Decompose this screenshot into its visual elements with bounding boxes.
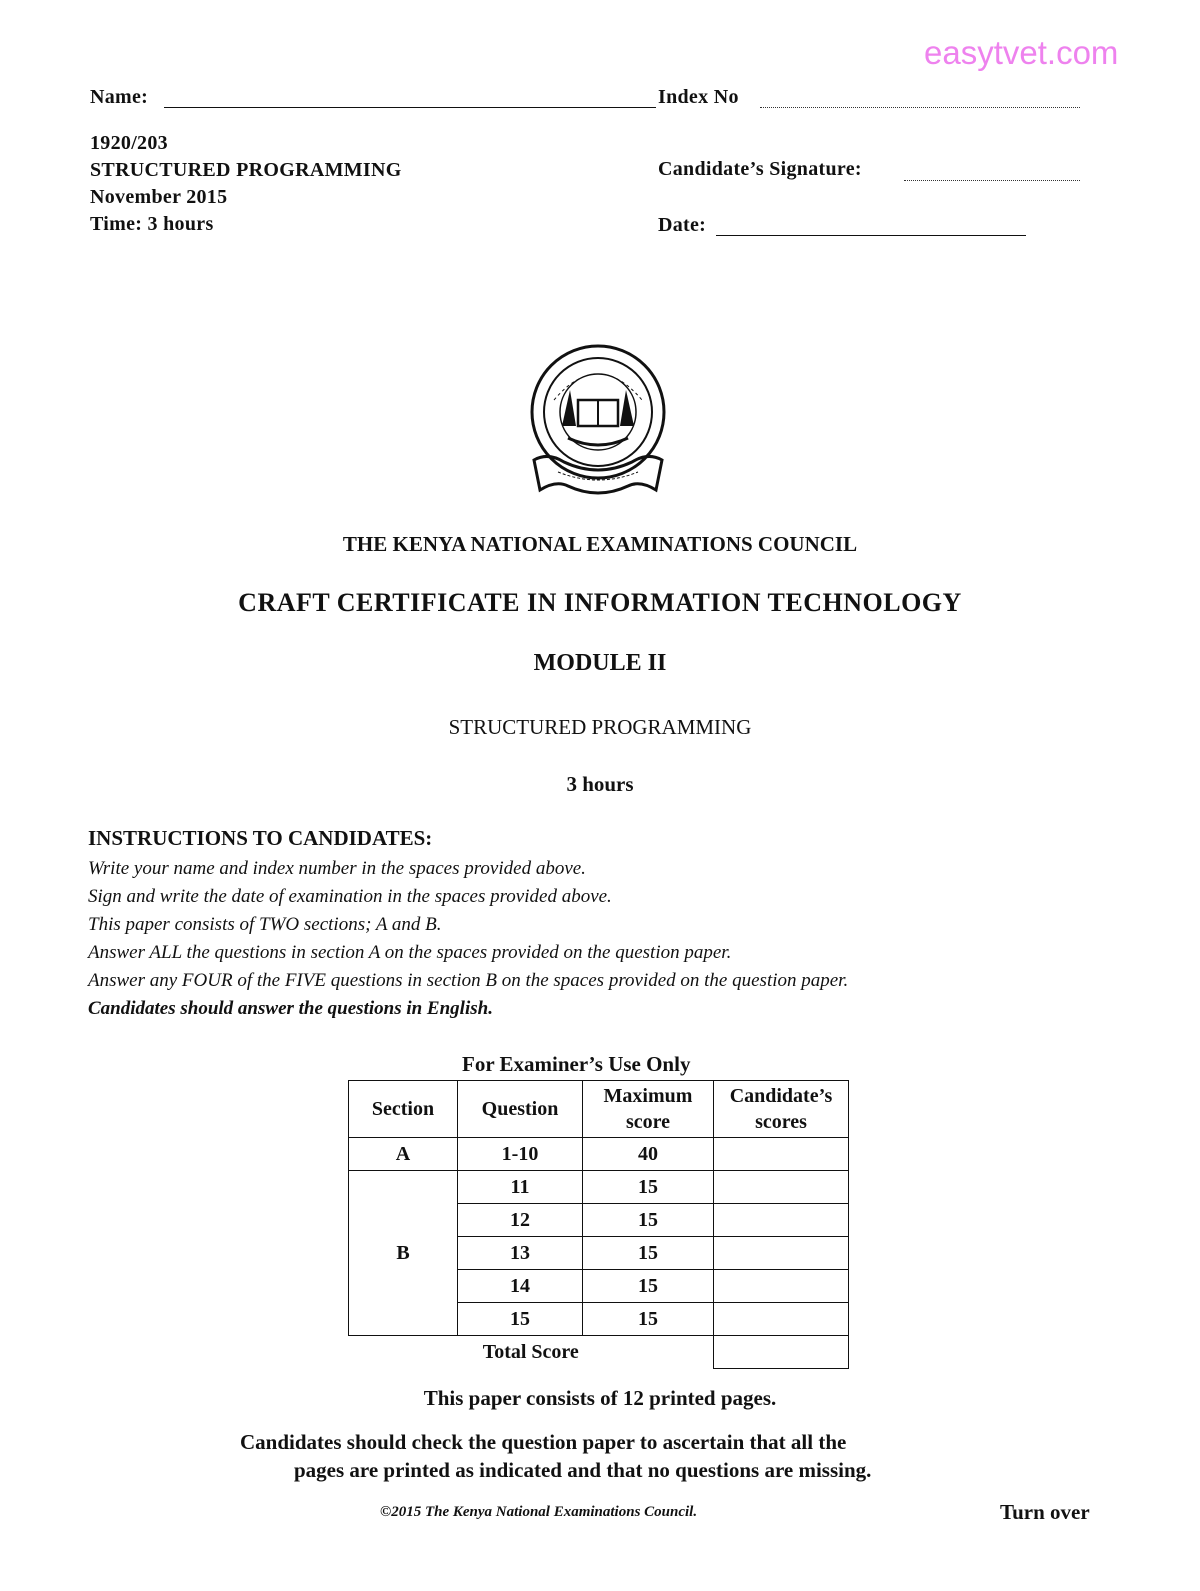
section-a-cell: A — [349, 1138, 458, 1171]
signature-label: Candidate’s Signature: — [658, 158, 862, 180]
name-label: Name: — [90, 86, 149, 108]
turn-over: Turn over — [1000, 1500, 1090, 1524]
paper-info — [90, 130, 402, 238]
name-field[interactable] — [164, 107, 656, 108]
index-field[interactable] — [760, 107, 1080, 108]
total-row — [349, 1336, 849, 1369]
instruction-item: Candidates should answer the questions in English. — [88, 998, 493, 1019]
date-label: Date: — [658, 214, 707, 236]
pages-note: This paper consists of 12 printed pages. — [423, 1386, 777, 1410]
header-section: Section — [349, 1081, 458, 1138]
candidate-score-cell[interactable] — [714, 1270, 849, 1303]
check-note-line2: pages are printed as indicated and that no questions are missing. — [294, 1458, 872, 1482]
table-row — [349, 1138, 849, 1171]
candidate-score-cell[interactable] — [714, 1171, 849, 1204]
instruction-item: Sign and write the date of examination in the spaces provided above. — [88, 886, 612, 907]
paper-code: 1920/203 — [90, 132, 168, 154]
header-maximum-score: Maximum score — [583, 1081, 714, 1138]
max-score-cell: 15 — [583, 1303, 714, 1336]
section-b-cell: B — [349, 1171, 458, 1336]
table-caption: For Examiner’s Use Only — [462, 1052, 691, 1076]
module-title: MODULE II — [533, 650, 667, 676]
max-score-cell: 15 — [583, 1171, 714, 1204]
table-header-row — [349, 1081, 849, 1138]
paper-session: November 2015 — [90, 186, 228, 208]
header-question: Question — [458, 1081, 583, 1138]
candidate-score-cell[interactable] — [714, 1303, 849, 1336]
date-field[interactable] — [716, 235, 1026, 236]
max-score-cell: 40 — [583, 1138, 714, 1171]
instruction-item: This paper consists of TWO sections; A and B. — [88, 914, 442, 935]
paper-name: STRUCTURED PROGRAMMING — [448, 715, 752, 739]
instruction-item: Answer ALL the questions in section A on the spaces provided on the question paper. — [88, 942, 732, 963]
instruction-item: Answer any FOUR of the FIVE questions in section B on the spaces provided on the question paper. — [88, 970, 849, 991]
watermark: easytvet.com — [924, 34, 1119, 71]
question-cell: 1-10 — [458, 1138, 583, 1171]
max-score-cell: 15 — [583, 1204, 714, 1237]
candidate-score-cell[interactable] — [714, 1237, 849, 1270]
paper-duration: 3 hours — [566, 772, 634, 796]
check-note-line1: Candidates should check the question paper to ascertain that all the — [240, 1430, 847, 1454]
candidate-score-cell[interactable] — [714, 1204, 849, 1237]
instruction-item: Write your name and index number in the spaces provided above. — [88, 858, 586, 879]
candidate-score-cell[interactable] — [714, 1138, 849, 1171]
question-cell: 12 — [458, 1204, 583, 1237]
paper-subject: STRUCTURED PROGRAMMING — [90, 159, 402, 181]
copyright: ©2015 The Kenya National Examinations Council. — [380, 1504, 698, 1520]
instructions-list — [88, 855, 848, 1023]
header-candidate-scores: Candidate’s scores — [714, 1081, 849, 1138]
signature-field[interactable] — [904, 180, 1080, 181]
question-cell: 11 — [458, 1171, 583, 1204]
total-score-label: Total Score — [349, 1336, 714, 1369]
certificate-title: CRAFT CERTIFICATE IN INFORMATION TECHNOLOGY — [238, 588, 962, 617]
instructions-heading: INSTRUCTIONS TO CANDIDATES: — [88, 826, 433, 850]
paper-time: Time: 3 hours — [90, 213, 214, 235]
max-score-cell: 15 — [583, 1270, 714, 1303]
table-row — [349, 1171, 849, 1204]
index-label: Index No — [658, 86, 739, 108]
question-cell: 13 — [458, 1237, 583, 1270]
question-cell: 15 — [458, 1303, 583, 1336]
examiner-score-table — [348, 1080, 849, 1369]
question-cell: 14 — [458, 1270, 583, 1303]
council-title: THE KENYA NATIONAL EXAMINATIONS COUNCIL — [342, 532, 858, 556]
max-score-cell: 15 — [583, 1237, 714, 1270]
knec-seal-logo — [528, 340, 668, 502]
total-score-cell[interactable] — [714, 1336, 849, 1369]
